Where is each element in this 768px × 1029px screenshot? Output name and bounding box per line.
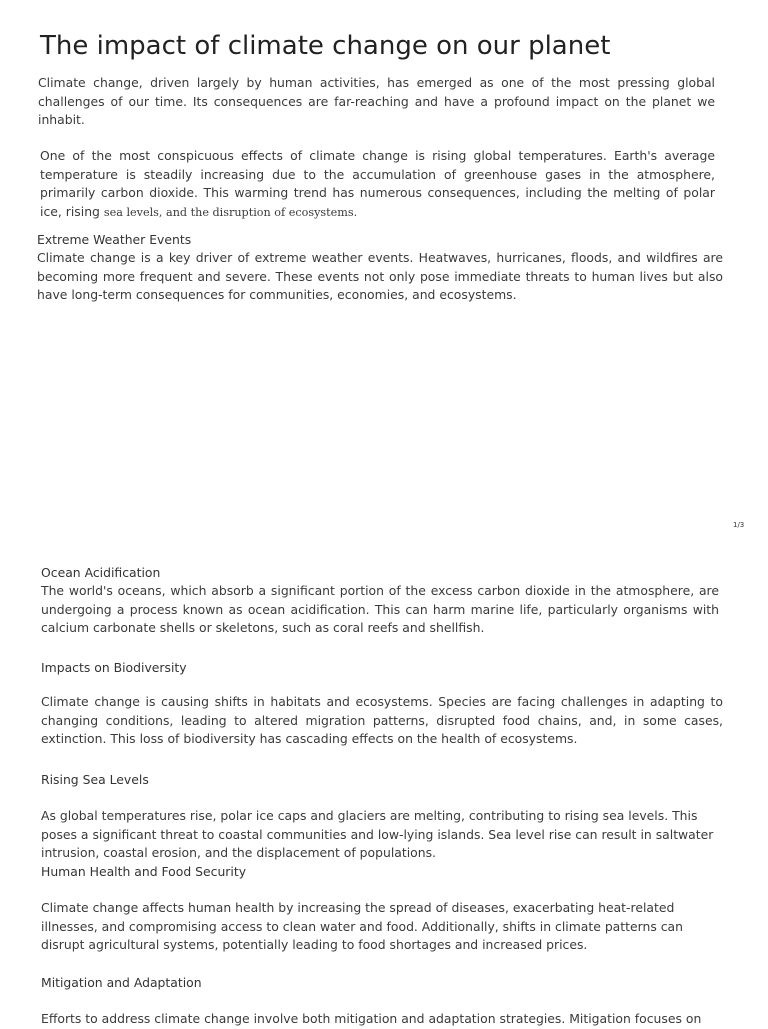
health-food-paragraph: Climate change affects human health by increasing the spread of diseases, exacerbating heat-related illnesses, and compromising access to clean water and food. Additionally, shifts in climate patterns can disrupt agricultural systems, potentially leading to food shortages and increased prices. <box>41 900 684 953</box>
extreme-weather-heading: Extreme Weather Events <box>37 232 192 247</box>
intro-paragraph: Climate change, driven largely by human activities, has emerged as one of the most pressing global challenges of our time. Its consequences are far-reaching and have a profound impact on the planet we inhabit. <box>38 75 715 128</box>
biodiversity-paragraph: Climate change is causing shifts in habitats and ecosystems. Species are facing challenges in adapting to changing conditions, leading to altered migration patterns, disrupted food chains, and, in some cases, extinction. This loss of biodiversity has cascading effects on the health of ecosystems. <box>41 694 723 747</box>
biodiversity-heading: Impacts on Biodiversity <box>41 660 187 675</box>
ocean-acidification-paragraph: The world's oceans, which absorb a significant portion of the excess carbon dioxide in the atmosphere, are undergoing a process known as ocean acidification. This can harm marine life, particularly organisms with calcium carbonate shells or skeletons, such as coral reefs and shellfish. <box>41 583 719 636</box>
extreme-weather-paragraph: Climate change is a key driver of extreme weather events. Heatwaves, hurricanes, floods, and wildfires are becoming more frequent and severe. These events not only pose immediate threats to human lives but also have long-term consequences for communities, economies, and ecosystems. <box>37 250 723 303</box>
rising-temperatures-text: One of the most conspicuous effects of climate change is rising global temperatures. Earth's average temperature is steadily increasing due to the accumulation of greenhouse gases in the atmosphere, primarily carbon dioxide. This warming trend has numerous consequences, including the melting of polar ice, rising <box>40 148 715 219</box>
health-food-heading: Human Health and Food Security <box>41 864 247 879</box>
rising-temperatures-tail: sea levels, and the disruption of ecosystems. <box>103 205 358 219</box>
page-title: The impact of climate change on our planet <box>40 31 611 61</box>
sea-levels-paragraph: As global temperatures rise, polar ice caps and glaciers are melting, contributing to rising sea levels. This poses a significant threat to coastal communities and low-lying islands. Sea level rise can result in saltwater intrusion, coastal erosion, and the displacement of populations. <box>41 808 714 861</box>
mitigation-heading: Mitigation and Adaptation <box>41 975 202 990</box>
ocean-acidification-heading: Ocean Acidification <box>41 565 161 580</box>
page-number: 1/3 <box>733 521 745 529</box>
rising-temperatures-paragraph <box>40 147 715 222</box>
sea-levels-heading: Rising Sea Levels <box>41 772 149 787</box>
mitigation-paragraph: Efforts to address climate change involve both mitigation and adaptation strategies. Mitigation focuses on <box>41 1011 702 1026</box>
